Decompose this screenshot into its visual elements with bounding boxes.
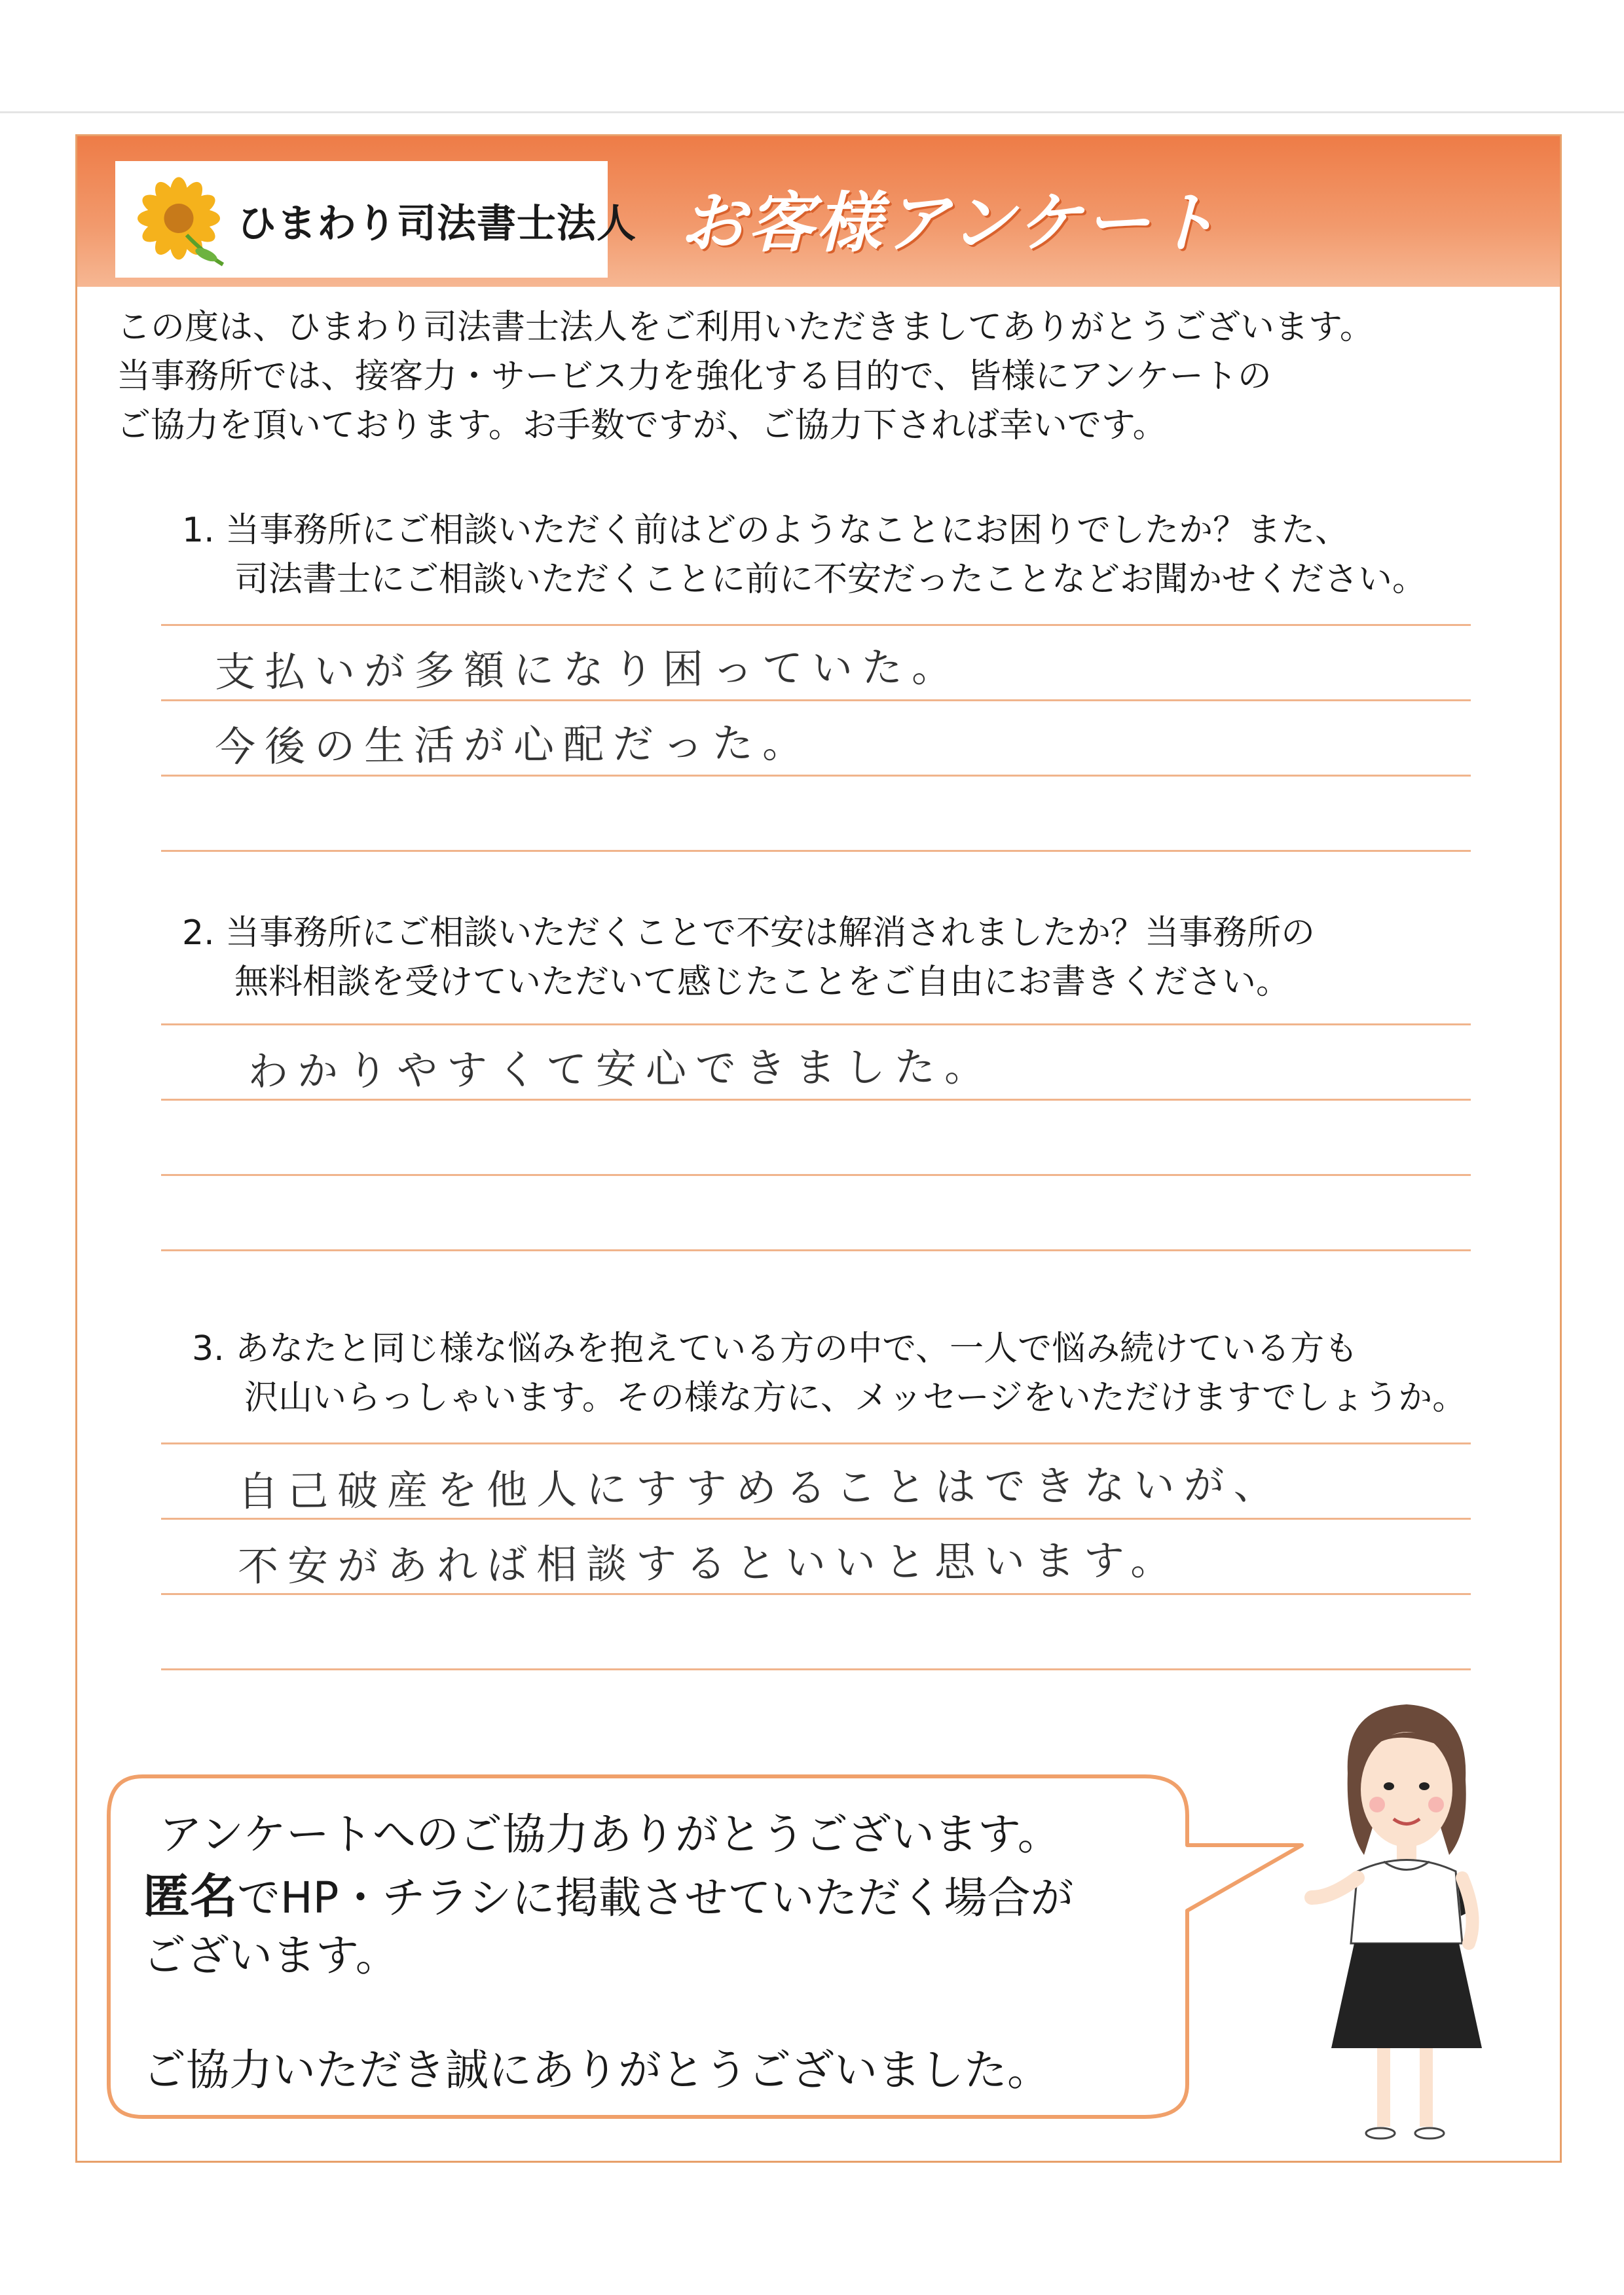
answer-rule	[161, 1518, 1471, 1520]
question-1	[182, 506, 1426, 604]
intro-line: この度は、ひまわり司法書士法人をご利用いただきましてありがとうございます。	[117, 308, 1374, 347]
bubble-line: ございます。	[143, 1930, 399, 1981]
header-band	[77, 136, 1560, 287]
answer-handwriting: 支払いが多額になり困っていた。	[214, 643, 962, 696]
answer-rule	[161, 1099, 1471, 1101]
answer-handwriting: 不安があれば相談するといいと思います。	[237, 1535, 1181, 1591]
question-text: 沢山いらっしゃいます。その様な方に、メッセージをいただけますでしょうか。	[244, 1378, 1467, 1418]
question-number: 3.	[192, 1329, 225, 1368]
answer-handwriting: 自己破産を他人にすすめることはできないが、	[237, 1460, 1283, 1516]
question-3	[192, 1325, 1466, 1423]
survey-title: お客様アンケート	[680, 185, 1221, 261]
bubble-bold-text: 匿名	[143, 1869, 238, 1924]
answer-rule	[161, 624, 1471, 626]
intro-line: ご協力を頂いております。お手数ですが、ご協力下されば幸いです。	[117, 406, 1167, 445]
survey-frame	[75, 134, 1562, 2163]
staff-illustration-icon	[1285, 1681, 1521, 2153]
intro-text	[117, 303, 1524, 450]
answer-rule	[161, 699, 1471, 701]
answer-rule	[161, 1593, 1471, 1595]
page-top-rule	[0, 111, 1624, 113]
answer-rule	[161, 1174, 1471, 1176]
question-text: 当事務所にご相談いただくことで不安は解消されましたか？当事務所の	[225, 913, 1316, 953]
bubble-text: でHP・チラシに掲載させていただく場合が	[237, 1873, 1074, 1923]
firm-name: ひまわり司法書士法人	[237, 201, 637, 247]
question-2	[182, 909, 1315, 1007]
question-text: あなたと同じ様な悩みを抱えている方の中で、一人で悩み続けている方も	[235, 1329, 1359, 1368]
logo-box	[115, 161, 637, 278]
answer-rule	[161, 850, 1471, 852]
answer-rule	[161, 1668, 1471, 1670]
answer-rule	[161, 775, 1471, 777]
bubble-line: アンケートへのご協力ありがとうございます。	[159, 1809, 1061, 1860]
intro-line: 当事務所では、接客力・サービス力を強化する目的で、皆様にアンケートの	[117, 357, 1272, 396]
sunflower-logo-icon	[130, 174, 228, 272]
question-number: 1.	[182, 511, 215, 550]
answer-rule	[161, 1023, 1471, 1025]
thanks-speech-bubble	[97, 1760, 1321, 2127]
answer-handwriting: 今後の生活が心配だった。	[214, 718, 813, 771]
answer-rule	[161, 1249, 1471, 1251]
question-text: 当事務所にご相談いただく前はどのようなことにお困りでしたか？また、	[225, 511, 1350, 550]
question-number: 2.	[182, 913, 215, 953]
question-text: 司法書士にご相談いただくことに前に不安だったことなどお聞かせください。	[234, 560, 1427, 599]
answer-rule	[161, 1442, 1471, 1444]
bubble-line	[143, 1858, 1073, 1926]
answer-handwriting: わかりやすくて安心できました。	[247, 1042, 995, 1095]
bubble-line: ご協力いただき誠にありがとうございました。	[143, 2045, 1050, 2095]
question-text: 無料相談を受けていただいて感じたことをご自由にお書きください。	[234, 963, 1291, 1002]
